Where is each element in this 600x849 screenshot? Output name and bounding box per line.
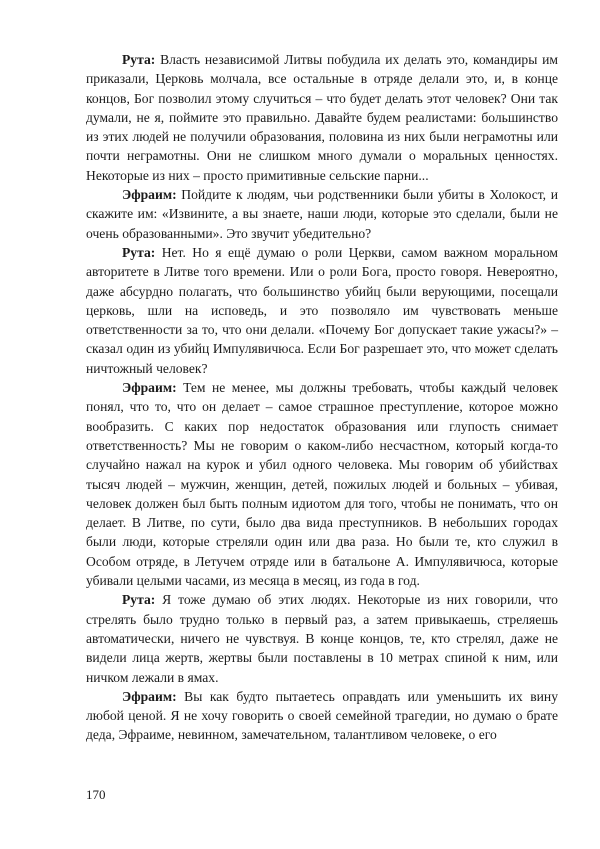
speaker-name: Рута: (122, 52, 156, 67)
dialogue-paragraph (86, 687, 558, 745)
paragraph-text: Тем не менее, мы должны требовать, чтобы каждый человек понял, что то, что он делает – самое страшное преступление, которое можно вообразить. С каких пор недостаток образования или глупость снимает ответственность? Мы не говорим о каком-либо несчастном, который когда-то случайно нажал на курок и убил одного человека. Мы говорим об убийствах тысяч людей – мужчин, женщин, детей, пожилых людей и больных – убивая, человек должен был быть полным идиотом для того, чтобы не понимать, что он делает. В Литве, по сути, было два вида преступников. В небольших городах были люди, которые стреляли один или два раза. Но были те, кто служил в Особом отряде, в Летучем отряде или в батальоне А. Импулявичюса, которые убивали целыми часами, из месяца в месяц, из года в год. (86, 380, 558, 589)
paragraph-text: Вы как будто пытаетесь оправдать или уменьшить их вину любой ценой. Я не хочу говорить о своей семейной трагедии, но думаю о брате деда, Эфраиме, невинном, замечательном, талантливом человеке, о его (86, 688, 558, 743)
speaker-name: Эфраим: (122, 688, 177, 704)
dialogue-paragraph (86, 243, 558, 378)
dialogue-paragraph (86, 378, 558, 590)
dialogue-text (86, 50, 558, 745)
speaker-name: Рута: (122, 592, 156, 608)
page-number: 170 (86, 787, 106, 802)
speaker-name: Эфраим: (122, 380, 177, 396)
speaker-name: Рута: (122, 244, 156, 260)
paragraph-text: Власть независимой Литвы побудила их делать это, командиры им приказали, Церковь молчала, все остальные в отряде делали это, и, в конце концов, Бог позволил этому случиться – что будет делать этот человек? Они так думали, не я, поймите это правильно. Давайте будем реалистами: большинство из этих людей не получили образования, половина из них были неграмотны или почти неграмотны. Они не слишком много думали о моральных ценностях. Некоторые из них – просто примитивные сельские парни... (86, 52, 558, 183)
dialogue-paragraph (86, 185, 558, 243)
paragraph-text: Я тоже думаю об этих людях. Некоторые из них говорили, что стрелять было трудно только в первый раз, а затем привыкаешь, стреляешь автоматически, ничего не чувствуя. В конце концов, те, кто стрелял, даже не видели лица жертв, жертвы были поставлены в 10 метрах спиной к ним, или ничком лежали в ямах. (86, 592, 558, 685)
speaker-name: Эфраим: (122, 187, 177, 203)
dialogue-paragraph (86, 590, 558, 686)
paragraph-text: Нет. Но я ещё думаю о роли Церкви, самом важном моральном авторитете в Литве того времени. Или о роли Бога, просто говоря. Невероятно, даже абсурдно полагать, что большинство убийц были верующими, посещали церковь, шли на исповедь, и это позволяло им чувствовать меньше ответственности за то, что они делали. «Почему Бог допускает такие ужасы?» – сказал один из убийц Импулявичюса. Если Бог разрешает это, что может сделать ничтожный человек? (86, 244, 559, 376)
paragraph-text: Пойдите к людям, чьи родственники были убиты в Холокост, и скажите им: «Извините, а вы знаете, наши люди, которые это сделали, были не очень образованными». Это звучит убедительно? (86, 187, 558, 241)
dialogue-paragraph (86, 50, 558, 185)
